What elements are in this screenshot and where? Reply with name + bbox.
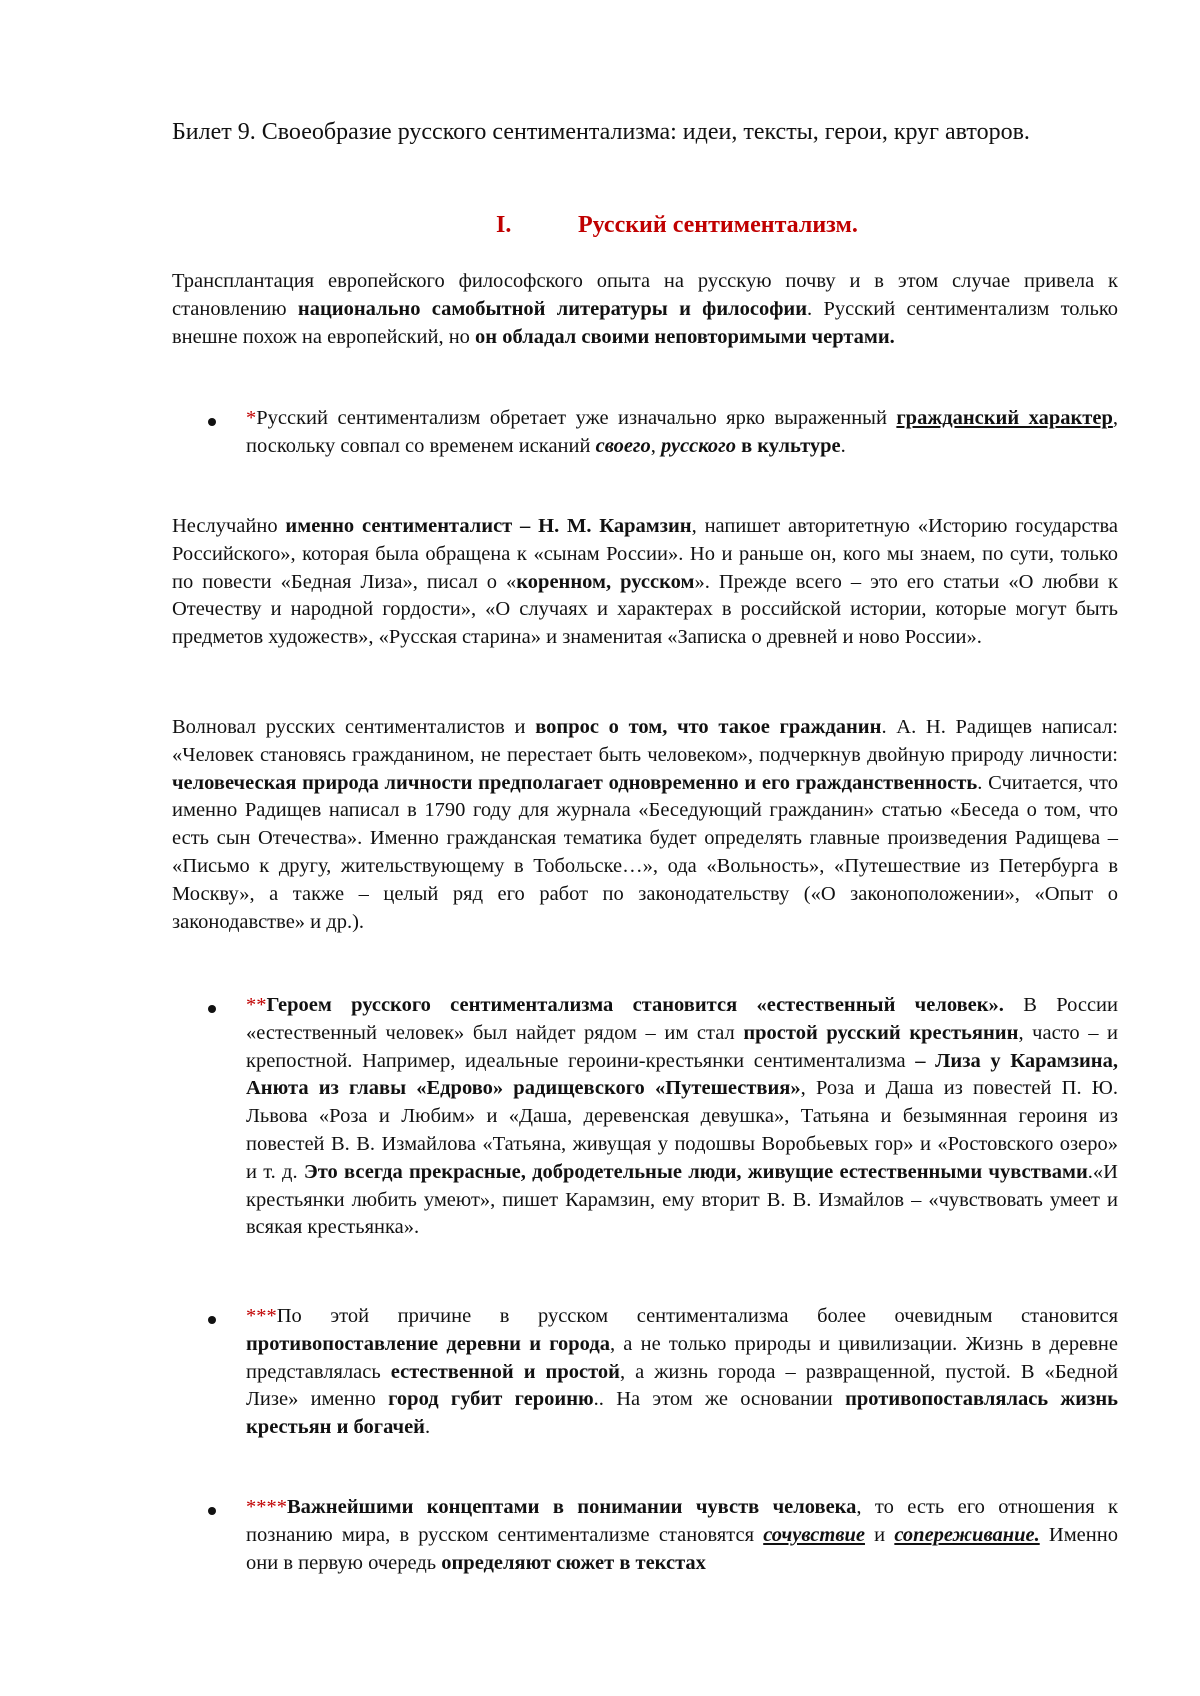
bold-run: коренном, русском (516, 570, 695, 593)
bullet-natural-man (246, 992, 1118, 1242)
bold-underlined-run: гражданский характер (896, 407, 1113, 429)
text-run: . Русский сентиментализм только внешне похож на европейский, но (172, 297, 1118, 348)
bold-run: Это всегда прекрасные, добродетельные люди, живущие естественными чувствами (303, 1160, 1088, 1183)
text-run: , напишет авторитетную «Историю государства Российского», которая была обращена к «сынам России». Но и раньше он, кого мы знаем, по сути, только по повести «Бедная Лиза», писал о « (172, 515, 1119, 593)
bullet-icon (208, 418, 216, 426)
text-run: , (650, 434, 661, 457)
bold-italic-run: русского (661, 434, 736, 457)
bullet-sympathy (246, 1494, 1118, 1577)
bold-run: противопоставлялась жизнь крестьян и богачей (246, 1388, 1118, 1439)
bullet-icon (208, 1005, 216, 1013)
bullet-icon (208, 1316, 216, 1324)
text-run: . (424, 1416, 431, 1439)
paragraph-radishchev (172, 714, 1118, 936)
text-run: , то есть его отношения к познанию мира, в русском сентиментализме становятся (246, 1496, 1119, 1546)
page-title: Билет 9. Своеобразие русского сентиментализма: идеи, тексты, герои, круг авторов. (172, 119, 1030, 145)
bullet-icon (208, 1507, 216, 1515)
bold-run: вопрос о том, что такое гражданин (535, 716, 882, 738)
text-run: ». Прежде всего – это его статьи «О любви к Отечеству и народной гордости», «О случаях и характерах в российской истории, которые могут быть предметов художеств», «Русская старина» и знаменитая «Записка о древней и ново России». (172, 570, 1119, 649)
section-heading (496, 208, 858, 242)
bold-run: простой русский крестьянин (743, 1021, 1019, 1044)
bold-italic-underlined-run: сочувствие (763, 1523, 865, 1546)
bold-run: именно сентименталист – Н. М. Карамзин (285, 515, 692, 537)
text-run: Русский сентиментализм обретает уже изначально ярко выраженный (256, 407, 897, 429)
text-run: По этой причине в русском сентиментализма более очевидным становится (276, 1305, 1118, 1327)
bold-run: определяют сюжет в текстах (441, 1551, 706, 1574)
bold-run: противопоставление деревни и города (246, 1332, 610, 1355)
text-run: , поскольку совпал со временем исканий (246, 407, 1118, 457)
bullet-village-city (246, 1303, 1118, 1442)
text-run: В России «естественный человек» был найдет рядом – им стал (246, 994, 1118, 1044)
bold-italic-underlined-run: сопереживание. (894, 1523, 1040, 1546)
paragraph-intro (172, 268, 1118, 351)
section-title: Русский сентиментализм. (578, 212, 858, 238)
footnote-stars: **** (246, 1496, 287, 1518)
bold-run: Героем русского сентиментализма становится «естественный человек». (266, 994, 1004, 1016)
text-run: Трансплантация европейского философского опыта на русскую почву и в этом случае привела к становлению (172, 270, 1118, 320)
text-run: , часто – и крепостной. Например, идеальные героини-крестьянки сентиментализма (246, 1021, 1119, 1072)
bold-run: город губит героиню (388, 1388, 594, 1411)
section-number: I. (496, 212, 512, 238)
text-run: Волновал русских сентименталистов и (172, 716, 536, 738)
bullet-civic-character (246, 405, 1118, 461)
text-run: и (864, 1523, 895, 1546)
bold-run: человеческая природа личности предполагает одновременно и его гражданственность (172, 771, 978, 794)
text-run: Именно они в первую очередь (246, 1523, 1118, 1574)
bold-run: естественной и простой (390, 1360, 620, 1383)
footnote-stars: ** (246, 994, 267, 1016)
text-run: .«И крестьянки любить умеют», пишет Карамзин, ему вторит В. В. Измайлов – «чувствовать умеет и всякая крестьянка». (246, 1160, 1118, 1239)
footnote-stars: * (246, 407, 257, 429)
paragraph-karamzin (172, 513, 1118, 652)
text-run: . (840, 434, 846, 457)
footnote-stars: *** (246, 1305, 277, 1327)
bold-run: он обладал своими неповторимыми чертами. (475, 325, 895, 348)
bold-italic-run: своего (595, 434, 651, 457)
bold-run: Важнейшими концептами в понимании чувств человека (287, 1496, 857, 1518)
text-run: , Роза и Даша из повестей П. Ю. Львова «Роза и Любим» и «Даша, деревенская девушка», Татьяна и безымянная героиня из повестей В. В. Измайлова «Татьяна, живущая у подошвы Воробьевых гор» и «Ростовского озеро» и т. д. (246, 1077, 1118, 1183)
text-run: Неслучайно (172, 515, 286, 537)
bold-run: в культуре (741, 434, 841, 457)
text-run: , а жизнь города – развращенной, пустой. В «Бедной Лизе» именно (246, 1360, 1118, 1411)
text-run: . А. Н. Радищев написал: «Человек становясь гражданином, не перестает быть человеком», подчеркнув двойную природу личности: (172, 716, 1118, 766)
bold-run: национально самобытной литературы и философии (297, 297, 808, 320)
text-run: . Считается, что именно Радищев написал в 1790 году для журнала «Беседующий гражданин» статью «Беседа о том, что есть сын Отечества». Именно гражданская тематика будет определять главные произведения Радищева – «Письмо к другу, жительствующему в Тобольске…», ода «Вольность», «Путешествие из Петербурга в Москву», а также – целый ряд его работ по законодательству («О законоположении», «Опыт о законодавстве» и др.). (172, 771, 1118, 933)
text-run: .. На этом же основании (593, 1388, 846, 1411)
text-run: , а не только природы и цивилизации. Жизнь в деревне представлялась (246, 1332, 1118, 1383)
bold-run: – Лиза у Карамзина, Анюта из главы «Едрово» радищевского «Путешествия» (246, 1049, 1118, 1100)
